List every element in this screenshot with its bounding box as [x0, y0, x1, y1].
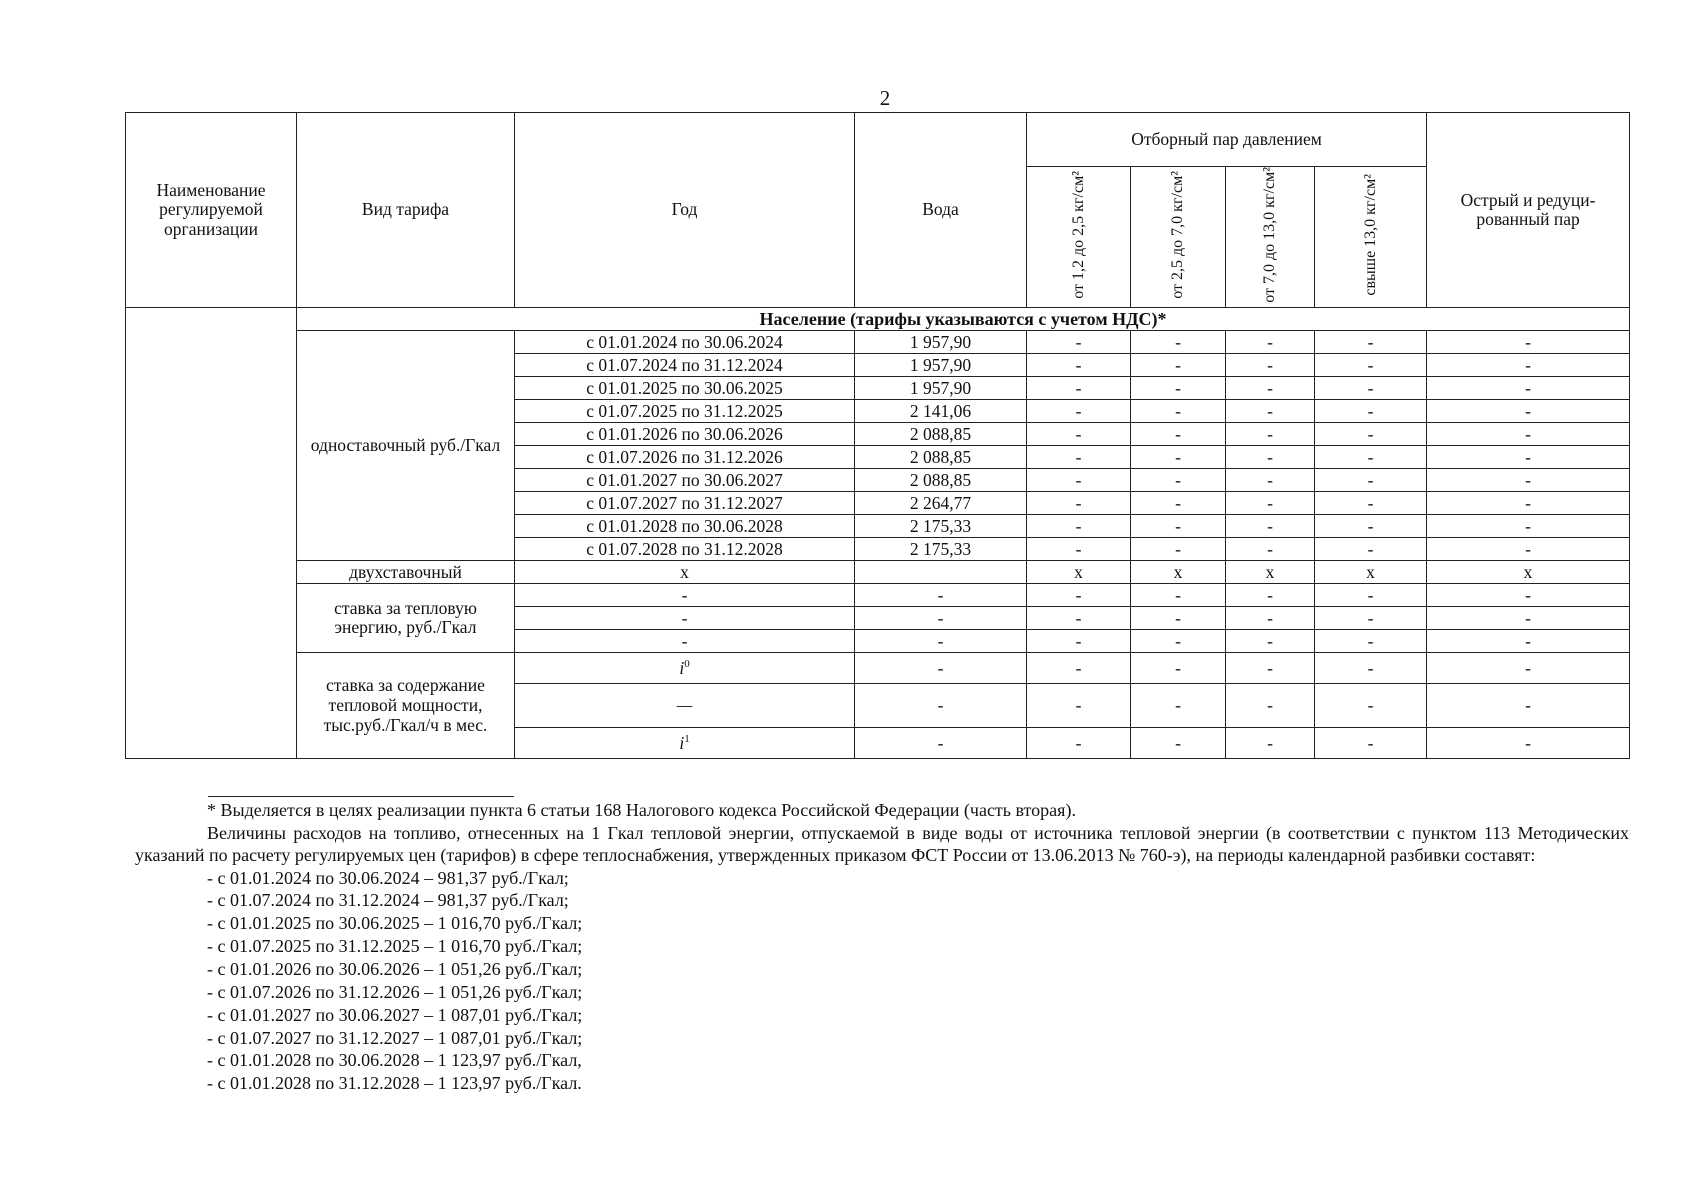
steam-value: -: [1315, 607, 1427, 630]
fuel-cost-list: [135, 867, 1629, 1096]
header-steam-4: свыше 13,0 кг/см²: [1361, 174, 1379, 296]
steam-value: -: [1427, 653, 1630, 684]
steam-value: -: [1027, 630, 1131, 653]
tariff-table: [125, 112, 1630, 759]
period-cell: с 01.01.2024 по 30.06.2024: [515, 331, 855, 354]
water-value: -: [855, 728, 1027, 759]
energy-rate-label: ставка за тепловую энергию, руб./Гкал: [297, 584, 515, 653]
steam-value: -: [1131, 584, 1226, 607]
period-symbol-index: 1: [684, 733, 690, 746]
steam-value: -: [1131, 469, 1226, 492]
steam-value: -: [1315, 728, 1427, 759]
steam-value: -: [1131, 400, 1226, 423]
header-steam-2-cell: [1131, 167, 1226, 308]
steam-value: -: [1427, 469, 1630, 492]
water-value: -: [855, 584, 1027, 607]
steam-value: -: [1131, 423, 1226, 446]
period-symbol-base: —: [676, 695, 693, 716]
water-value: -: [855, 607, 1027, 630]
period-symbol: [679, 733, 689, 753]
steam-value: -: [1427, 630, 1630, 653]
period-cell: с 01.07.2027 по 31.12.2027: [515, 492, 855, 515]
steam-value: x: [1315, 561, 1427, 584]
steam-value: -: [1131, 492, 1226, 515]
fuel-cost-item: - с 01.07.2025 по 31.12.2025 – 1 016,70 руб./Гкал;: [207, 936, 583, 957]
steam-value: -: [1226, 492, 1315, 515]
steam-value: -: [1315, 469, 1427, 492]
steam-value: -: [1315, 423, 1427, 446]
water-value: 2 175,33: [855, 515, 1027, 538]
fuel-cost-item: - с 01.01.2025 по 30.06.2025 – 1 016,70 руб./Гкал;: [207, 913, 583, 934]
header-steam-group: Отборный пар давлением: [1027, 113, 1427, 167]
steam-value: -: [1427, 423, 1630, 446]
header-water: Вода: [855, 113, 1027, 308]
period-symbol: [677, 695, 693, 715]
steam-value: x: [1427, 561, 1630, 584]
steam-value: -: [1315, 684, 1427, 728]
water-value: 2 088,85: [855, 446, 1027, 469]
steam-value: -: [1131, 607, 1226, 630]
steam-value: -: [1131, 630, 1226, 653]
steam-value: x: [1027, 561, 1131, 584]
water-value: 2 264,77: [855, 492, 1027, 515]
steam-value: -: [1315, 653, 1427, 684]
period-cell: [515, 653, 855, 684]
steam-value: -: [1027, 584, 1131, 607]
steam-value: -: [1226, 469, 1315, 492]
steam-value: -: [1315, 538, 1427, 561]
fuel-cost-item: - с 01.01.2024 по 30.06.2024 – 981,37 руб./Гкал;: [207, 867, 569, 888]
steam-value: -: [1315, 492, 1427, 515]
steam-value: -: [1131, 653, 1226, 684]
steam-value: -: [1027, 538, 1131, 561]
steam-value: -: [1027, 607, 1131, 630]
page-number: 2: [879, 86, 891, 110]
period-cell: с 01.01.2026 по 30.06.2026: [515, 423, 855, 446]
fuel-cost-item: - с 01.01.2026 по 30.06.2026 – 1 051,26 руб./Гкал;: [207, 958, 583, 979]
fuel-cost-item: - с 01.07.2024 по 31.12.2024 – 981,37 руб./Гкал;: [207, 890, 569, 911]
period-symbol: [679, 658, 689, 678]
fuel-cost-item: - с 01.07.2026 по 31.12.2026 – 1 051,26 руб./Гкал;: [207, 981, 583, 1002]
steam-value: -: [1427, 538, 1630, 561]
period-cell: [515, 728, 855, 759]
steam-value: -: [1315, 377, 1427, 400]
steam-value: -: [1427, 492, 1630, 515]
section-title: Население (тарифы указываются с учетом НДС)*: [297, 308, 1630, 331]
steam-value: -: [1131, 728, 1226, 759]
period-cell: с 01.07.2028 по 31.12.2028: [515, 538, 855, 561]
steam-value: -: [1027, 469, 1131, 492]
period-cell: с 01.07.2024 по 31.12.2024: [515, 354, 855, 377]
steam-value: -: [1427, 684, 1630, 728]
single-rate-label: одноставочный руб./Гкал: [297, 331, 515, 561]
steam-value: -: [1131, 515, 1226, 538]
table-row: [126, 561, 1630, 584]
steam-value: -: [1027, 446, 1131, 469]
header-org: Наименование регулируемой организации: [126, 113, 297, 308]
steam-value: -: [1131, 538, 1226, 561]
steam-value: -: [1027, 684, 1131, 728]
steam-value: -: [1226, 354, 1315, 377]
fuel-cost-paragraph: Величины расходов на топливо, отнесенных на 1 Гкал тепловой энергии, отпускаемой в виде воды от источника тепловой энергии (в соответствии с пунктом 113 Методических указаний по расчету регулируемых цен (тарифов) в сфере теплоснабжения, утвержденных приказом ФСТ России от 13.06.2013 № 760-э), на периоды календарной разбивки составят:: [135, 822, 1629, 865]
steam-value: -: [1226, 423, 1315, 446]
header-steam-1: от 1,2 до 2,5 кг/см²: [1069, 171, 1087, 299]
steam-value: -: [1027, 331, 1131, 354]
header-steam-3-cell: [1226, 167, 1315, 308]
water-value: 1 957,90: [855, 377, 1027, 400]
steam-value: -: [1027, 377, 1131, 400]
steam-value: -: [1427, 728, 1630, 759]
table-row: [126, 584, 1630, 607]
period-cell: -: [515, 584, 855, 607]
steam-value: -: [1131, 446, 1226, 469]
period-cell: с 01.01.2025 по 30.06.2025: [515, 377, 855, 400]
period-symbol-index: 0: [684, 658, 690, 671]
steam-value: -: [1226, 331, 1315, 354]
steam-value: -: [1027, 728, 1131, 759]
steam-value: -: [1226, 684, 1315, 728]
water-value: 1 957,90: [855, 354, 1027, 377]
footnote: * Выделяется в целях реализации пункта 6 статьи 168 Налогового кодекса Российской Федерации (часть вторая).: [207, 800, 1076, 820]
steam-value: -: [1226, 515, 1315, 538]
steam-value: -: [1226, 630, 1315, 653]
steam-value: -: [1315, 354, 1427, 377]
water-value: [855, 561, 1027, 584]
header-steam-1-cell: [1027, 167, 1131, 308]
steam-value: -: [1226, 538, 1315, 561]
steam-value: -: [1427, 607, 1630, 630]
notes-block: [135, 799, 1629, 1095]
water-value: -: [855, 630, 1027, 653]
steam-value: -: [1315, 331, 1427, 354]
steam-value: -: [1131, 331, 1226, 354]
period-cell: x: [515, 561, 855, 584]
steam-value: -: [1226, 584, 1315, 607]
steam-value: -: [1427, 400, 1630, 423]
water-value: -: [855, 684, 1027, 728]
period-cell: с 01.07.2026 по 31.12.2026: [515, 446, 855, 469]
steam-value: -: [1315, 515, 1427, 538]
water-value: 1 957,90: [855, 331, 1027, 354]
period-cell: -: [515, 630, 855, 653]
period-cell: с 01.07.2025 по 31.12.2025: [515, 400, 855, 423]
water-value: 2 088,85: [855, 469, 1027, 492]
steam-value: -: [1427, 377, 1630, 400]
steam-value: -: [1027, 354, 1131, 377]
two-rate-label: двухставочный: [297, 561, 515, 584]
period-cell: с 01.01.2028 по 30.06.2028: [515, 515, 855, 538]
steam-value: -: [1027, 653, 1131, 684]
table-row: [126, 653, 1630, 684]
steam-value: -: [1027, 492, 1131, 515]
fuel-cost-item: - с 01.07.2027 по 31.12.2027 – 1 087,01 руб./Гкал;: [207, 1027, 583, 1048]
water-value: -: [855, 653, 1027, 684]
steam-value: -: [1315, 584, 1427, 607]
steam-value: -: [1131, 354, 1226, 377]
water-value: 2 141,06: [855, 400, 1027, 423]
steam-value: -: [1226, 728, 1315, 759]
steam-value: -: [1027, 400, 1131, 423]
steam-value: -: [1315, 446, 1427, 469]
steam-value: -: [1226, 377, 1315, 400]
header-sharp-steam: Острый и редуци-рованный пар: [1427, 113, 1630, 308]
period-cell: [515, 684, 855, 728]
steam-value: -: [1027, 515, 1131, 538]
steam-value: -: [1427, 515, 1630, 538]
table-row: [126, 331, 1630, 354]
water-value: 2 088,85: [855, 423, 1027, 446]
fuel-cost-item: - с 01.01.2028 по 30.06.2028 – 1 123,97 руб./Гкал,: [207, 1050, 582, 1071]
steam-value: -: [1226, 607, 1315, 630]
steam-value: -: [1226, 400, 1315, 423]
steam-value: x: [1131, 561, 1226, 584]
header-steam-2: от 2,5 до 7,0 кг/см²: [1169, 171, 1187, 299]
steam-value: x: [1226, 561, 1315, 584]
water-value: 2 175,33: [855, 538, 1027, 561]
steam-value: -: [1315, 630, 1427, 653]
header-steam-4-cell: [1315, 167, 1427, 308]
steam-value: -: [1427, 446, 1630, 469]
fuel-cost-item: - с 01.01.2027 по 30.06.2027 – 1 087,01 руб./Гкал;: [207, 1004, 583, 1025]
period-symbol-base: i: [679, 657, 685, 678]
period-cell: -: [515, 607, 855, 630]
header-tariff-type: Вид тарифа: [297, 113, 515, 308]
steam-value: -: [1315, 400, 1427, 423]
footnote-rule: [208, 796, 514, 797]
steam-value: -: [1427, 331, 1630, 354]
period-symbol-base: i: [679, 732, 685, 753]
fuel-cost-item: - с 01.01.2028 по 31.12.2028 – 1 123,97 руб./Гкал.: [207, 1073, 582, 1094]
steam-value: -: [1027, 423, 1131, 446]
steam-value: -: [1226, 446, 1315, 469]
header-steam-3: от 7,0 до 13,0 кг/см²: [1261, 167, 1279, 303]
steam-value: -: [1131, 684, 1226, 728]
org-name-cell: [126, 308, 297, 759]
header-year: Год: [515, 113, 855, 308]
steam-value: -: [1427, 354, 1630, 377]
steam-value: -: [1226, 653, 1315, 684]
steam-value: -: [1131, 377, 1226, 400]
period-cell: с 01.01.2027 по 30.06.2027: [515, 469, 855, 492]
capacity-rate-label: ставка за содержание тепловой мощности, тыс.руб./Гкал/ч в мес.: [297, 653, 515, 759]
steam-value: -: [1427, 584, 1630, 607]
